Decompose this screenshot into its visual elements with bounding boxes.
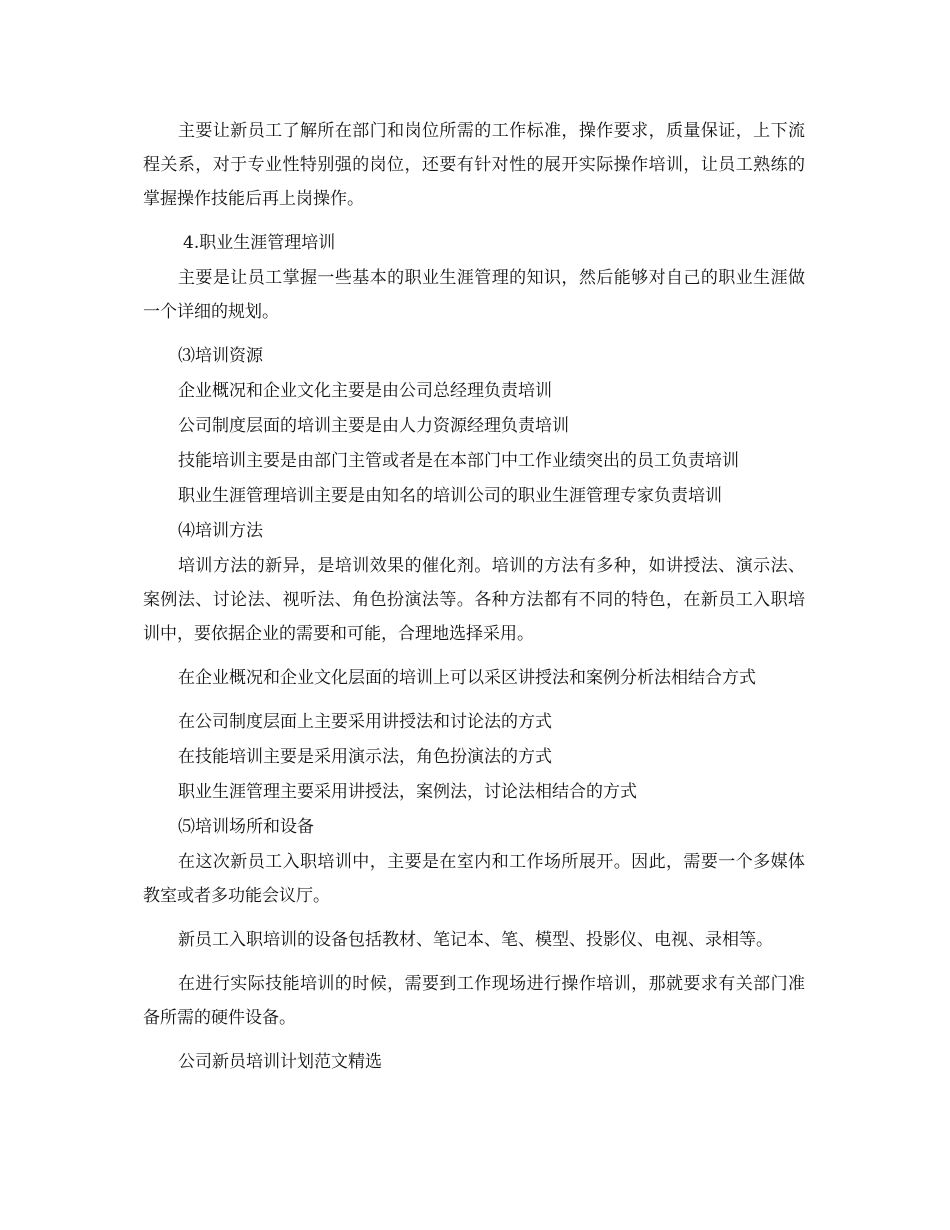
paragraph-resource-company-overview: 企业概况和企业文化主要是由公司总经理负责培训 bbox=[178, 381, 552, 401]
heading-training-resources: ⑶培训资源 bbox=[178, 346, 263, 366]
paragraph-method-skills: 在技能培训主要是采用演示法，角色扮演法的方式 bbox=[178, 747, 552, 767]
paragraph-method-company-overview: 在企业概况和企业文化层面的培训上可以采区讲授法和案例分析法相结合方式 bbox=[178, 668, 756, 688]
paragraph-resource-skills: 技能培训主要是由部门主管或者是在本部门中工作业绩突出的员工负责培训 bbox=[178, 451, 739, 471]
heading-training-venue-equipment: ⑸培训场所和设备 bbox=[178, 817, 314, 837]
paragraph-venue: 在这次新员工入职培训中，主要是在室内和工作场所展开。因此，需要一个多媒体教室或者多功能会议厅。 bbox=[143, 852, 805, 906]
paragraph-resource-company-policy: 公司制度层面的培训主要是由人力资源经理负责培训 bbox=[178, 416, 569, 436]
document-body bbox=[143, 114, 805, 1089]
paragraph-onsite-equipment: 在进行实际技能培训的时候，需要到工作现场进行操作培训，那就要求有关部门准备所需的硬件设备。 bbox=[143, 974, 805, 1028]
heading-career-management-training: 4.职业生涯管理培训 bbox=[183, 233, 336, 253]
paragraph-closing-title: 公司新员培训计划范文精选 bbox=[178, 1052, 382, 1072]
paragraph-resource-career: 职业生涯管理培训主要是由知名的培训公司的职业生涯管理专家负责培训 bbox=[178, 486, 722, 506]
paragraph-job-standards: 主要让新员工了解所在部门和岗位所需的工作标准，操作要求，质量保证，上下流程关系，对于专业性特别强的岗位，还要有针对性的展开实际操作培训，让员工熟练的掌握操作技能后再上岗操作。 bbox=[143, 121, 805, 209]
paragraph-methods-overview: 培训方法的新异，是培训效果的催化剂。培训的方法有多种，如讲授法、演示法、案例法、讨论法、视听法、角色扮演法等。各种方法都有不同的特色，在新员工入职培训中，要依据企业的需要和可能，合理地选择采用。 bbox=[143, 556, 805, 644]
paragraph-career-management: 主要是让员工掌握一些基本的职业生涯管理的知识，然后能够对自己的职业生涯做一个详细的规划。 bbox=[143, 268, 805, 322]
heading-training-methods: ⑷培训方法 bbox=[178, 521, 263, 541]
paragraph-method-company-policy: 在公司制度层面上主要采用讲授法和讨论法的方式 bbox=[178, 712, 552, 732]
paragraph-equipment: 新员工入职培训的设备包括教材、笔记本、笔、模型、投影仪、电视、录相等。 bbox=[178, 930, 773, 950]
paragraph-method-career: 职业生涯管理主要采用讲授法，案例法，讨论法相结合的方式 bbox=[178, 782, 637, 802]
